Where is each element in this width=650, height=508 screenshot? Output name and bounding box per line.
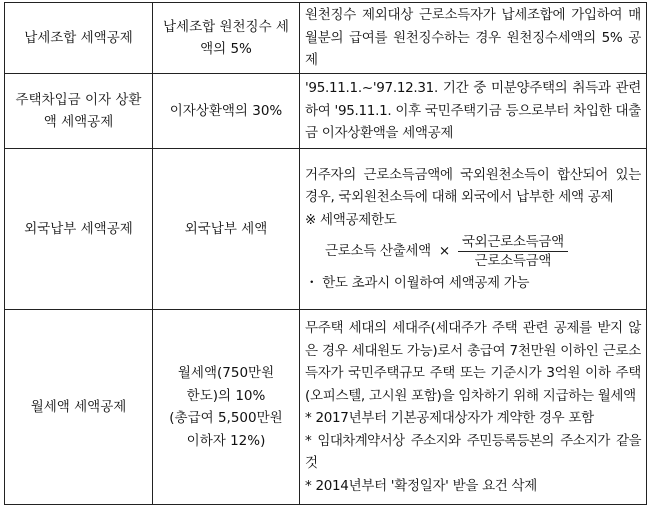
- formula-denominator: 근로소득금액: [474, 253, 552, 269]
- formula-numerator: 국외근로소득금액: [458, 233, 568, 252]
- credit-name: 납세조합 세액공제: [5, 3, 153, 74]
- formula-fraction: [458, 233, 568, 270]
- rate-line: 이하자 12%): [186, 432, 266, 449]
- rate-line: (총급여 5,500만원: [169, 410, 283, 426]
- credit-description: [300, 149, 647, 310]
- footnote: * 2014년부터 '확정일자' 받을 요건 삭제: [305, 477, 538, 494]
- credit-name: 월세액 세액공제: [5, 310, 153, 505]
- table-row: [5, 3, 647, 74]
- formula-lhs: 근로소득 산출세액: [325, 243, 431, 260]
- rate-line: 월세액(750만원: [177, 365, 275, 381]
- table-row: [5, 310, 647, 505]
- table-row: [5, 149, 647, 310]
- credit-description: [300, 74, 647, 149]
- description-text: '95.11.1.~'97.12.31. 기간 중 미분양주택의 취득과 관련하여 '95.11.1. 이후 국민주택기금 등으로부터 차입한 대출금 이자상환액을 세액공제: [305, 80, 641, 142]
- credit-rate: [153, 3, 300, 74]
- limit-note-title: ※ 세액공제한도: [305, 211, 397, 228]
- table-row: [5, 74, 647, 149]
- credit-rate: 이자상환액의 30%: [153, 74, 300, 149]
- description-text: 무주택 세대의 세대주(세대주가 주택 관련 공제를 받지 않은 경우 세대원도 가능)로서 총급여 7천만원 이하인 근로소득자가 국민주택규모 주택 또는 기준시가 3억원 이하 주택(오피스텔, 고시원 포함)을 임차하기 위해 지급하는 월세액: [305, 320, 641, 404]
- credit-description: [300, 3, 647, 74]
- limit-formula: [305, 233, 641, 270]
- formula-operator: ×: [438, 243, 450, 260]
- footnote: * 2017년부터 기본공제대상자가 계약한 경우 포함: [305, 410, 594, 426]
- description-text: 원천징수 제외대상 근로소득자가 납세조합에 가입하여 매월분의 급여를 원천징수하는 경우 원천징수세액의 5% 공제: [305, 7, 641, 69]
- credit-rate: 외국납부 세액: [153, 149, 300, 310]
- credit-rate-text: 납세조합 원천징수 세액의 5%: [163, 18, 289, 57]
- credit-name: 외국납부 세액공제: [5, 149, 153, 310]
- footnote: * 임대차계약서상 주소지와 주민등록등본의 주소지가 같을 것: [305, 432, 641, 471]
- credit-description: [300, 310, 647, 505]
- description-text: 거주자의 근로소득금액에 국외원천소득이 합산되어 있는 경우, 국외원천소득에 대해 외국에서 납부한 세액 공제: [305, 166, 641, 205]
- tax-credit-table: [4, 2, 647, 505]
- credit-name: 주택차입금 이자 상환액 세액공제: [5, 74, 153, 149]
- rate-line: 한도)의 10%: [186, 387, 266, 404]
- carryover-note: ・ 한도 초과시 이월하여 세액공제 가능: [305, 275, 530, 291]
- credit-rate: [153, 310, 300, 505]
